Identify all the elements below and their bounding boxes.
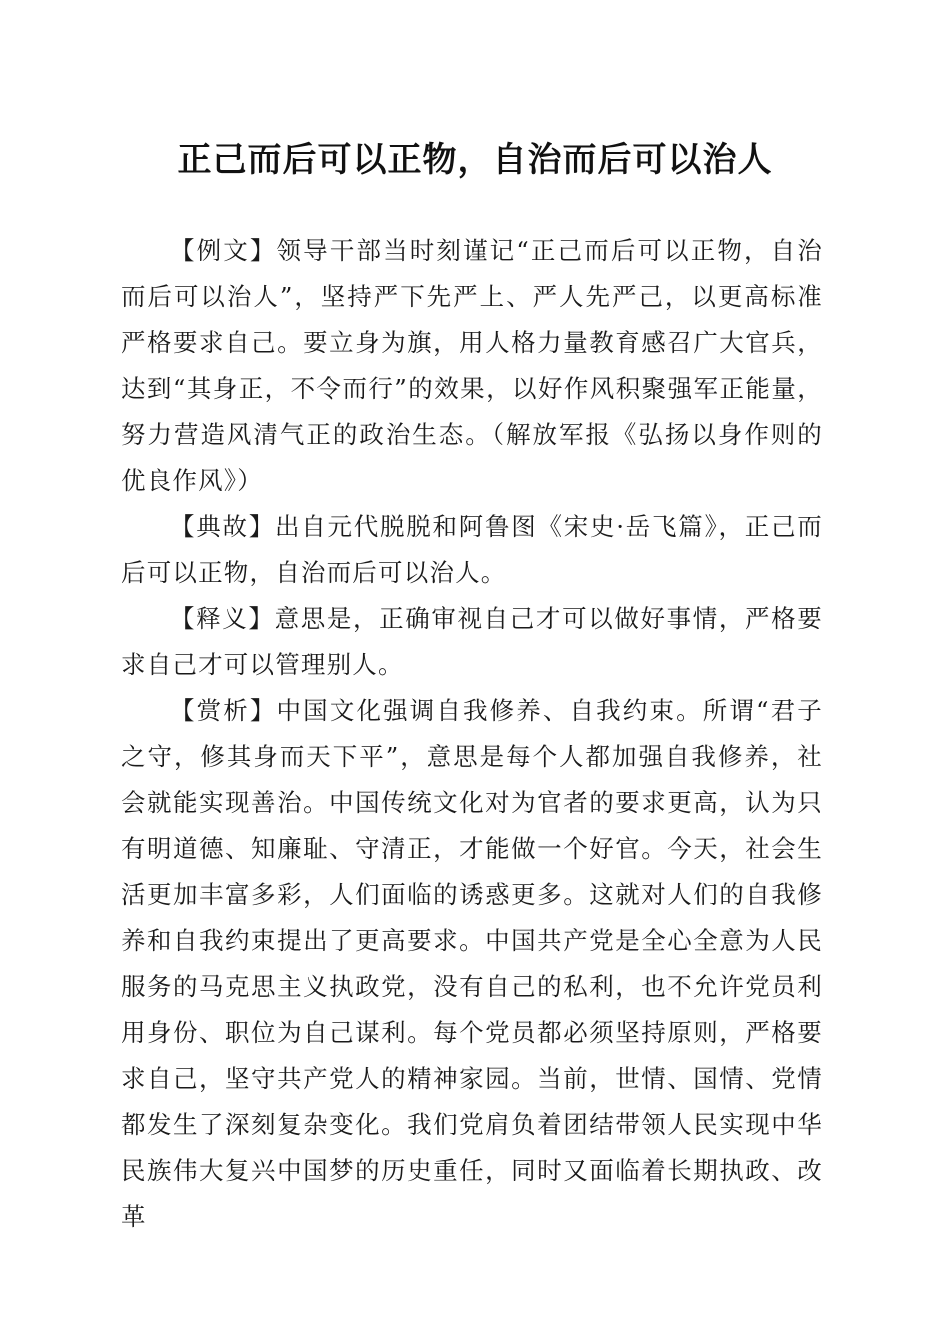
page-title: 正己而后可以正物，自治而后可以治人 (177, 140, 773, 180)
paragraph-meaning (121, 596, 823, 688)
document-body (121, 228, 823, 1240)
paragraph-tag: 【例文】 (170, 236, 277, 265)
paragraph-text: 意思是，正确审视自己才可以做好事情，严格要求自己才可以管理别人。 (121, 604, 823, 679)
paragraph-tag: 【赏析】 (170, 696, 277, 725)
paragraph-text: 出自元代脱脱和阿鲁图《宋史·岳飞篇》，正己而后可以正物，自治而后可以治人。 (121, 512, 823, 587)
paragraph-allusion (121, 504, 823, 596)
paragraph-example (121, 228, 823, 504)
paragraph-text: 中国文化强调自我修养、自我约束。所谓“君子之守，修其身而天下平”，意思是每个人都加强自我修养，社会就能实现善治。中国传统文化对为官者的要求更高，认为只有明道德、知廉耻、守清正，才能做一个好官。今天，社会生活更加丰富多彩，人们面临的诱惑更多。这就对人们的自我修养和自我约束提出了更高要求。中国共产党是全心全意为人民服务的马克思主义执政党，没有自己的私利，也不允许党员利用身份、职位为自己谋利。每个党员都必须坚持原则，严格要求自己，坚守共产党人的精神家园。当前，世情、国情、党情都发生了深刻复杂变化。我们党肩负着团结带领人民实现中华民族伟大复兴中国梦的历史重任，同时又面临着长期执政、改革 (121, 696, 823, 1231)
paragraph-tag: 【释义】 (170, 604, 275, 633)
paragraph-text: 领导干部当时刻谨记“正己而后可以正物，自治而后可以治人”，坚持严下先严上、严人先严己，以更高标准严格要求自己。要立身为旗，用人格力量教育感召广大官兵，达到“其身正，不令而行”的效果，以好作风积聚强军正能量，努力营造风清气正的政治生态。（解放军报《弘扬以身作则的优良作风》） (121, 236, 823, 495)
paragraph-analysis (121, 688, 823, 1240)
paragraph-tag: 【典故】 (170, 512, 275, 541)
